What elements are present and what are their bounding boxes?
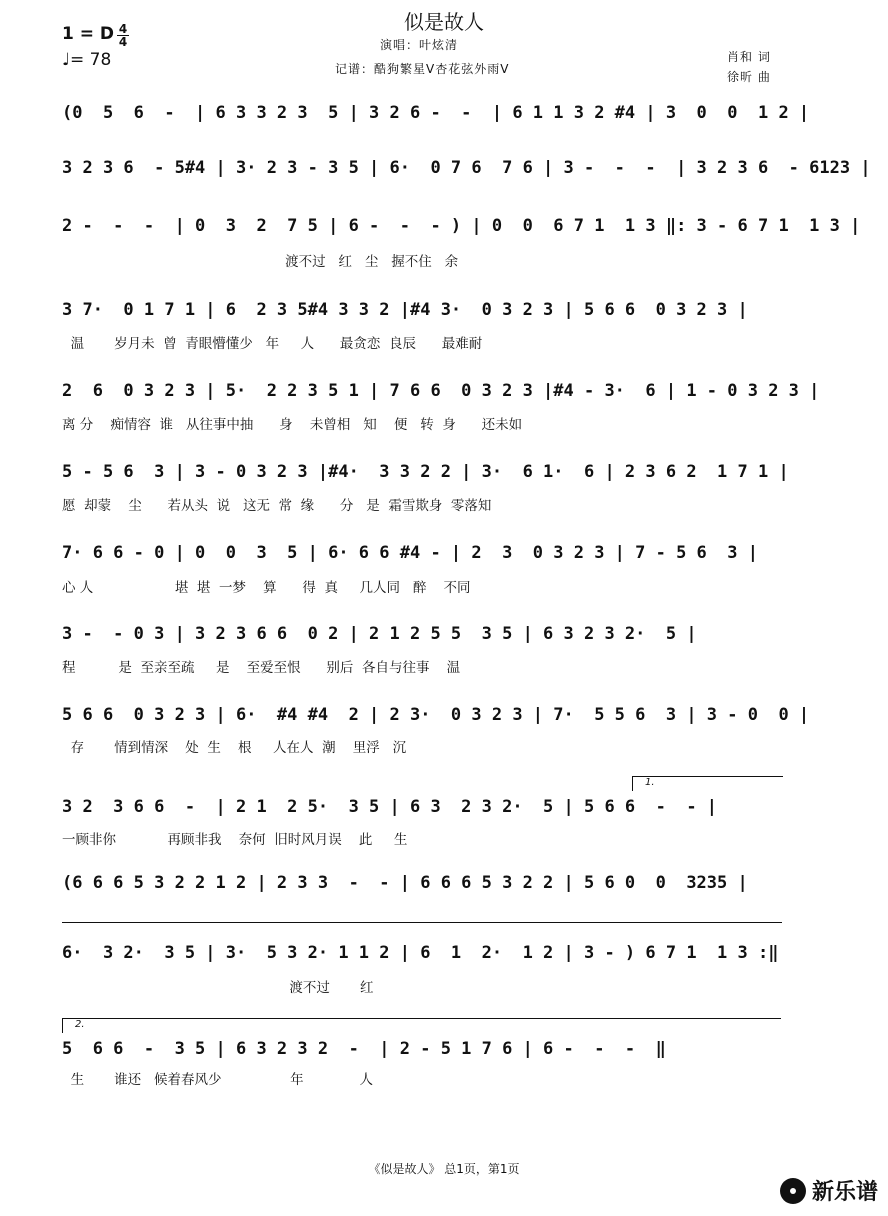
system-9-lyrics: 存 情到情深 处 生 根 人在人 潮 里浮 沉 xyxy=(62,740,407,756)
time-signature xyxy=(117,23,129,48)
site-logo xyxy=(780,1175,878,1206)
system-13-notes: 5 6 6 - 3 5 | 6 3 2 3 2 - | 2 - 5 1 7 6 | 6 - - - ‖ xyxy=(62,1039,666,1059)
music-disc-icon xyxy=(780,1178,806,1204)
page-footer: 《似是故人》 总1页，第1页 xyxy=(368,1162,520,1176)
time-top: 4 xyxy=(118,22,128,36)
system-6-notes: 5 - 5 6 3 | 3 - 0 3 2 3 |#4· 3 3 2 2 | 3· 6 1· 6 | 2 3 6 2 1 7 1 | xyxy=(62,462,789,482)
system-3-lyrics: 渡不过 红 尘 握不住 余 xyxy=(62,254,459,270)
tempo-value: = 78 xyxy=(70,50,112,70)
system-11-notes: (6 6 6 5 3 2 2 1 2 | 2 3 3 - - | 6 6 6 5 3 2 2 | 5 6 0 0 3235 | xyxy=(62,873,748,893)
system-4-notes: 3 7· 0 1 7 1 | 6 2 3 5#4 3 3 2 |#4 3· 0 3 2 3 | 5 6 6 0 3 2 3 | xyxy=(62,300,748,320)
system-12-lyrics: 渡不过 红 xyxy=(62,980,374,996)
system-12-notes: 6· 3 2· 3 5 | 3· 5 3 2· 1 1 2 | 6 1 2· 1 2 | 3 - ) 6 7 1 1 3 :‖ xyxy=(62,943,779,963)
song-title: 似是故人 xyxy=(404,10,484,34)
volta-2-label: 2. xyxy=(75,1019,85,1030)
system-3-notes: 2 - - - | 0 3 2 7 5 | 6 - - - ) | 0 0 6 7 1 1 3 ‖: 3 - 6 7 1 1 3 | xyxy=(62,216,861,236)
system-10-notes: 3 2 3 6 6 - | 2 1 2 5· 3 5 | 6 3 2 3 2· 5 | 5 6 6 - - | xyxy=(62,797,718,817)
time-bottom: 4 xyxy=(118,35,128,49)
system-8-notes: 3 - - 0 3 | 3 2 3 6 6 0 2 | 2 1 2 5 5 3 5 | 6 3 2 3 2· 5 | xyxy=(62,624,697,644)
volta-continuation-line xyxy=(62,922,782,923)
system-5-notes: 2 6 0 3 2 3 | 5· 2 2 3 5 1 | 7 6 6 0 3 2 3 |#4 - 3· 6 | 1 - 0 3 2 3 | xyxy=(62,381,820,401)
system-8-lyrics: 程 是 至亲至疏 是 至爱至恨 别后 各自与往事 温 xyxy=(62,660,461,676)
key-signature: 1 = D xyxy=(62,24,115,44)
lyricist-credit: 肖和 词 xyxy=(727,50,771,64)
transcriber-credit: 记谱：酷狗繁星V杏花弦外雨V xyxy=(335,62,510,76)
system-6-lyrics: 愿 却蒙 尘 若从头 说 这无 常 缘 分 是 霜雪欺身 零落知 xyxy=(62,498,492,514)
composer-credit: 徐昕 曲 xyxy=(727,70,771,84)
singer-credit: 演唱：叶炫清 xyxy=(380,38,459,52)
system-4-lyrics: 温 岁月未 曾 青眼懵懂少 年 人 最贪恋 良辰 最难耐 xyxy=(62,336,483,352)
system-9-notes: 5 6 6 0 3 2 3 | 6· #4 #4 2 | 2 3· 0 3 2 3 | 7· 5 5 6 3 | 3 - 0 0 | xyxy=(62,705,810,725)
logo-text: 新乐谱 xyxy=(811,1180,878,1205)
volta-first-ending xyxy=(632,776,783,791)
system-2-notes: 3 2 3 6 - 5#4 | 3· 2 3 - 3 5 | 6· 0 7 6 7 6 | 3 - - - | 3 2 3 6 - 6123 | xyxy=(62,158,871,178)
system-13-lyrics: 生 谁还 候着春风少 年 人 xyxy=(62,1072,373,1088)
quarter-note-icon: ♩ xyxy=(62,50,71,70)
system-7-lyrics: 心 人 堪 堪 一梦 算 得 真 几人同 醉 不同 xyxy=(62,580,471,596)
system-5-lyrics: 离 分 痴情容 谁 从往事中抽 身 未曾相 知 便 转 身 还未如 xyxy=(62,417,523,433)
volta-second-ending xyxy=(62,1018,781,1033)
tempo-marking xyxy=(62,50,111,70)
system-7-notes: 7· 6 6 - 0 | 0 0 3 5 | 6· 6 6 #4 - | 2 3 0 3 2 3 | 7 - 5 6 3 | xyxy=(62,543,758,563)
system-10-lyrics: 一顾非你 再顾非我 奈何 旧时风月误 此 生 xyxy=(62,832,408,848)
system-1-notes: (0 5 6 - | 6 3 3 2 3 5 | 3 2 6 - - | 6 1 1 3 2 #4 | 3 0 0 1 2 | xyxy=(62,103,810,123)
volta-1-label: 1. xyxy=(645,777,655,788)
